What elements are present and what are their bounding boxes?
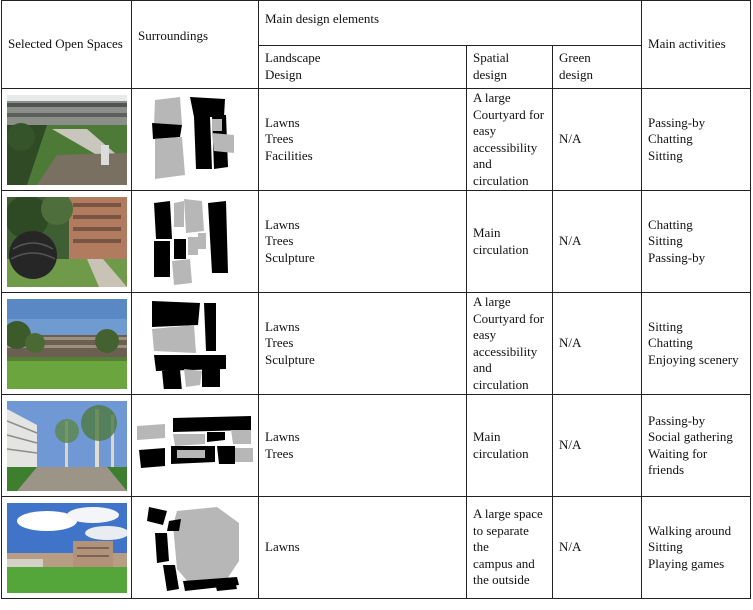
table-row (2, 395, 751, 497)
open-space-photo-5 (2, 497, 132, 599)
open-space-photo-2 (2, 191, 132, 293)
open-space-photo-3 (2, 293, 132, 395)
landscape-cell: Lawns Trees Sculpture (259, 293, 467, 395)
header-main-design-elements: Main design elements (259, 1, 642, 46)
header-selected-open-spaces: Selected Open Spaces (2, 1, 132, 89)
header-landscape-design: Landscape Design (259, 46, 467, 89)
green-cell: N/A (553, 497, 642, 599)
surroundings-map-4 (132, 395, 259, 497)
spatial-cell: A large space to separate the campus and the outside (467, 497, 553, 599)
green-cell: N/A (553, 293, 642, 395)
activities-cell: Chatting Sitting Passing-by (642, 191, 751, 293)
table-row (2, 191, 751, 293)
surroundings-map-1 (132, 89, 259, 191)
landscape-cell: Lawns Trees Facilities (259, 89, 467, 191)
table-row (2, 497, 751, 599)
spatial-cell: Main circulation (467, 395, 553, 497)
activities-cell: Walking around Sitting Playing games (642, 497, 751, 599)
spatial-cell: A large Courtyard for easy accessibility and circulation (467, 89, 553, 191)
landscape-cell: Lawns Trees Sculpture (259, 191, 467, 293)
table-row (2, 89, 751, 191)
surroundings-map-5 (132, 497, 259, 599)
table-row (2, 293, 751, 395)
green-cell: N/A (553, 395, 642, 497)
surroundings-map-3 (132, 293, 259, 395)
header-surroundings: Surroundings (132, 1, 259, 89)
activities-cell: Passing-by Chatting Sitting (642, 89, 751, 191)
landscape-cell: Lawns (259, 497, 467, 599)
spatial-cell: Main circulation (467, 191, 553, 293)
header-main-activities: Main activities (642, 1, 751, 89)
open-space-photo-4 (2, 395, 132, 497)
header-spatial-design: Spatial design (467, 46, 553, 89)
spatial-cell: A large Courtyard for easy accessibility and circulation (467, 293, 553, 395)
open-spaces-table (1, 0, 751, 599)
header-green-design: Green design (553, 46, 642, 89)
green-cell: N/A (553, 191, 642, 293)
landscape-cell: Lawns Trees (259, 395, 467, 497)
surroundings-map-2 (132, 191, 259, 293)
green-cell: N/A (553, 89, 642, 191)
open-space-photo-1 (2, 89, 132, 191)
activities-cell: Sitting Chatting Enjoying scenery (642, 293, 751, 395)
activities-cell: Passing-by Social gathering Waiting for friends (642, 395, 751, 497)
